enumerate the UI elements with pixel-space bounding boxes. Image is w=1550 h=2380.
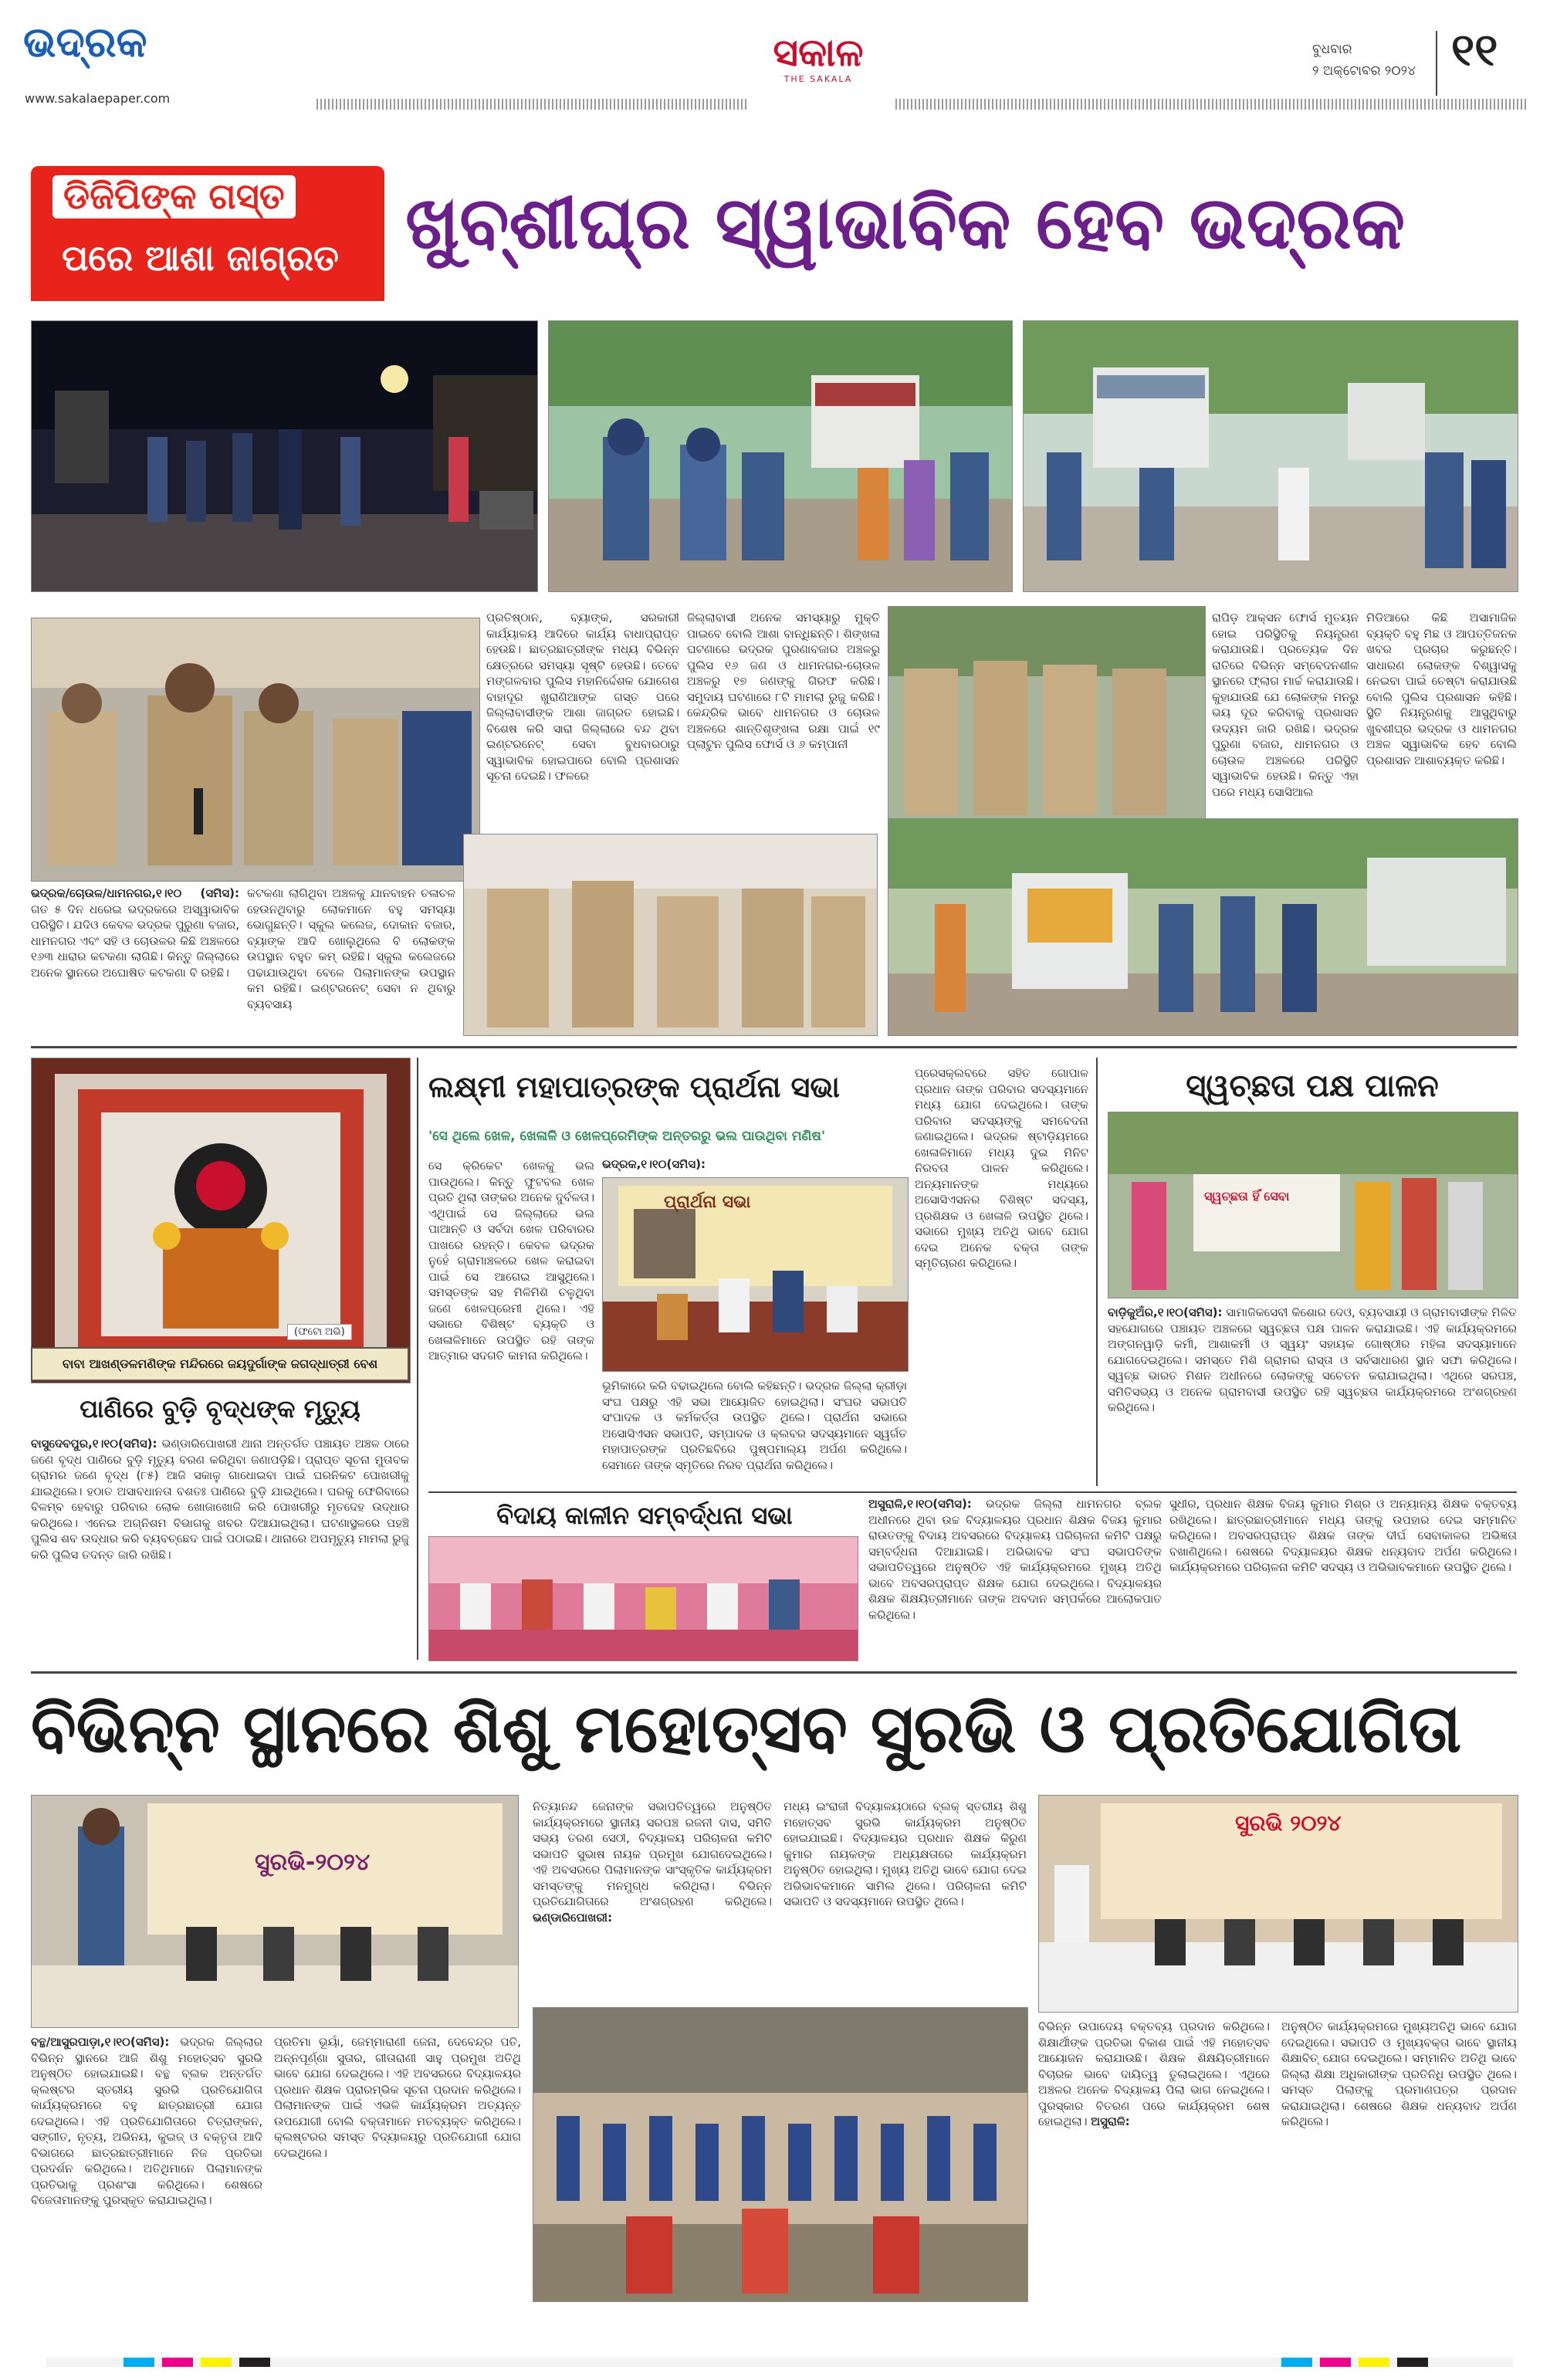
paper-logo-sub: THE SAKALA	[783, 74, 853, 84]
cleanliness-dateline: ବାଡ଼ିକୁଅଁର,୧।୧୦(ସମିସ):	[1108, 1305, 1223, 1319]
lead-kicker-line2: ପରେ ଆଶା ଜାଗ୍ରତ	[62, 237, 339, 279]
temple-photo-label: (ଫଟୋ ଅଭି)	[287, 1324, 352, 1340]
festival-subdateline-2: ଅସୁରାଳି:	[1091, 2114, 1130, 2128]
cleanliness-headline: ସ୍ୱଚ୍ଛତା ପକ୍ଷ ପାଳନ	[1186, 1068, 1439, 1104]
festival-col-5-text: ବିଭିନ୍ନ ଉପାଦେୟ ବକ୍ତବ୍ୟ ପ୍ରଦାନ କରିଥିଲେ। ଶିକ୍ଷାର୍ଥୀଙ୍କ ପ୍ରତିଭା ବିକାଶ ପାଇଁ ଏହି ମହୋତ୍ସବ ଆୟୋଜନ କରାଯାଉଛି। ଶିକ୍ଷକ ଶିକ୍ଷୟିତ୍ରୀମାନେ ବିଚାରକ ଭାବେ ଦାୟିତ୍ୱ ତୁଲାଇଥିଲେ। ଏଥିରେ ଅଞ୍ଚଳର ଅନେକ ବିଦ୍ୟାଳୟ ପିଲା ଭାଗ ନେଇଥିଲେ। ପୁରସ୍କାର ବିତରଣ ପରେ କାର୍ଯ୍ୟକ୍ରମ ଶେଷ ହୋଇଥିଲା।	[1038, 2019, 1270, 2128]
prayer-dateline: ଭଦ୍ରକ,୧।୧୦(ସମିସ):	[602, 1157, 706, 1171]
lead-col-6-text: ମିଡିଆରେ କିଛି ଅସାମାଜିକ ବ୍ୟକ୍ତି ବହୁ ମିଛ ଓ ଆପତ୍ତିଜନକ ଖବର ପ୍ରଚାର କରୁଛନ୍ତି। ସାଧାରଣ ଲୋକଙ୍କ ବିଶ୍ୱାସକୁ ନେଇବା ପାଇଁ ଚେଷ୍ଟା କରାଯାଉଛି ବୋଲି ପୁଲିସ ପ୍ରଶାସନ କହିଛି। ସ୍ଥିତି ନିୟନ୍ତ୍ରଣକୁ ଆସୁଥିବାରୁ ଖୁବଶୀଘ୍ର ଭଦ୍ରକ ଓ ଧାମନଗର ଅଞ୍ଚଳ ସ୍ୱାଭାବିକ ହେବ ବୋଲି ପ୍ରଶାସନ ଆଶାବ୍ୟକ୍ତ କରିଛି।	[1366, 611, 1517, 767]
festival-dateline: ବନ୍ଥ/ଆସୁରପାଡ଼ା,୧।୧୦(ସମିସ):	[31, 2035, 170, 2049]
prayer-col-2	[602, 1378, 907, 1486]
death-headline: ପାଣିରେ ବୁଡ଼ି ବୃଦ୍ଧଙ୍କ ମୃତ୍ୟୁ	[80, 1394, 360, 1424]
prayer-meeting-photo	[602, 1177, 909, 1372]
temple-photo-caption: ବାବା ଆଖଣ୍ଡଳମଣିଙ୍କ ମନ୍ଦିରରେ ଜୟଦୁର୍ଗାଙ୍କ ଜଗଦ୍ଧାତ୍ରୀ ବେଶ	[31, 1347, 409, 1381]
lead-photo-night-patrol	[31, 320, 538, 592]
death-dateline: ବାସୁଦେବପୁର,୧।୧୦(ସମିସ):	[31, 1437, 157, 1451]
festival-photo-left	[31, 1795, 519, 2028]
masthead-hatch-right	[895, 99, 1528, 110]
festival-photo-center	[533, 2007, 1028, 2302]
farewell-col-2	[1169, 1496, 1517, 1660]
festival-col-4-text: ମଧ୍ୟ ଇଂରାଜୀ ବିଦ୍ୟାଳୟଠାରେ ବ୍ଲକ୍ ସ୍ତରୀୟ ଶିଶୁ ମହୋତ୍ସବ ସୁରଭି କାର୍ଯ୍ୟକ୍ରମ ଅନୁଷ୍ଠିତ ହୋଇଯାଇଛି। ବିଦ୍ୟାଳୟର ପ୍ରଧାନ ଶିକ୍ଷକ କିରୁଣ କୁମାର ନାୟକଙ୍କ ଅଧ୍ୟକ୍ଷତାରେ କାର୍ଯ୍ୟକ୍ରମ ଅନୁଷ୍ଠିତ ହୋଇଥିଲା। ମୁଖ୍ୟ ଅତିଥି ଭାବେ ଯୋଗ ଦେଇ ଅଭିଭାବକମାନେ ସାମିଲ ଥିଲେ। ପରିଚାଳନା କମିଟି ସଭାପତି ଓ ସଦସ୍ୟମାନେ ଉପସ୍ଥିତ ଥିଲେ।	[783, 1799, 1027, 1908]
festival-col-1-text: ଭଦ୍ରକ ଜିଲ୍ଲାର ବିଭିନ୍ନ ସ୍ଥାନରେ ଆଜି ଶିଶୁ ମହୋତ୍ସବ ସୁରଭି ଅନୁଷ୍ଠିତ ହୋଇଯାଇଛି। ବନ୍ଥ ବ୍ଲକ ଅନ୍ତର୍ଗତ କ୍ଲଷ୍ଟର ସ୍ତରୀୟ ସୁରଭି ପ୍ରତିଯୋଗିତା କାର୍ଯ୍ୟକ୍ରମରେ ବହୁ ଛାତ୍ରଛାତ୍ରୀ ଯୋଗ ଦେଇଥିଲେ। ଏହି ପ୍ରତିଯୋଗିତାରେ ଚିତ୍ରାଙ୍କନ, ସଙ୍ଗୀତ, ନୃତ୍ୟ, ଅଭିନୟ, କୁଇଜ୍ ଓ ବକ୍ତୃତା ଆଦି ବିଭାଗରେ ଛାତ୍ରଛାତ୍ରୀମାନେ ନିଜ ପ୍ରତିଭା ପ୍ରଦର୍ଶନ କରିଥିଲେ। ଅତିଥିମାନେ ପିଲାମାନଙ୍କ ପ୍ରତିଭାକୁ ପ୍ରଶଂସା କରିଥିଲେ। ଶେଷରେ ବିଜେତାମାନଙ୍କୁ ପୁରସ୍କୃତ କରାଯାଇଥିଲା।	[31, 2035, 262, 2207]
festival-col-4	[783, 1799, 1027, 1999]
lead-col-4	[687, 610, 880, 826]
cleanliness-body-text: ସାମାଜିକସେବୀ କିଶୋର ଦେଓ, ବ୍ୟବସାୟୀ ଓ ଗ୍ରାମବାସୀଙ୍କ ମିଳିତ ସହଯୋଗରେ ପଞ୍ଚାୟତ ଅଞ୍ଚଳରେ ସ୍ୱଚ୍ଛତା ପକ୍ଷ ପାଳନ କରାଯାଇଛି। ଏହି କାର୍ଯ୍ୟକ୍ରମରେ ଅଙ୍ଗନୱାଡ଼ି କର୍ମୀ, ଆଶାକର୍ମୀ ଓ ସ୍ୱୟଂ ସହାୟକ ଗୋଷ୍ଠୀର ମହିଳା ସଦସ୍ୟାମାନେ ଯୋଗଦେଇଥିଲେ। ସମସ୍ତେ ମିଶି ଗ୍ରାମର ରାସ୍ତା ଓ ସର୍ବସାଧାରଣ ସ୍ଥାନ ସଫା କରିଥିଲେ। ସ୍ୱଚ୍ଛ ଭାରତ ମିଶନ ଅଧୀନରେ ଲୋକଙ୍କୁ ସଚେତନ କରାଯାଇଥିଲା। ଏଥିରେ ସରପଞ୍ଚ, ସମିତିସଭ୍ୟ ଓ ଅନେକ ଗ୍ରାମବାସୀ ଉପସ୍ଥିତ ରହି ସ୍ୱଚ୍ଛତା କାର୍ଯ୍ୟକ୍ରମରେ ଅଂଶଗ୍ରହଣ କରିଥିଲେ।	[1108, 1305, 1517, 1414]
day: ବୁଧବାର	[1312, 42, 1352, 57]
lead-photo-rapid-action-force	[548, 320, 1013, 592]
farewell-col-1	[868, 1496, 1162, 1660]
cleanliness-body	[1108, 1305, 1517, 1486]
prayer-col-2-text: ଭୂମିକାରେ କରି ବଢାଇଥିଲେ ବୋଲି କହିଛନ୍ତି। ଭଦ୍ରକ ଜିଲ୍ଲା କ୍ରୀଡ଼ା ସଂଘ ପକ୍ଷରୁ ଏହି ସଭା ଆୟୋଜିତ ହୋଇଥିଲା। ସଂଘର ସଭାପତି ସଂପାଦକ ଓ କର୍ମକର୍ତ୍ତା ଉପସ୍ଥିତ ଥିଲେ। ପ୍ରାର୍ଥନା ସଭାରେ ଅସୋସିଏସନ ସଭାପତି, ସମ୍ପାଦକ ଓ କ୍ଲବର ସଦସ୍ୟମାନେ ସ୍ୱର୍ଗତ ମହାପାତ୍ରଙ୍କ ପ୍ରତିଛବିରେ ପୁଷ୍ପମାଲ୍ୟ ଅର୍ପଣ କରିଥିଲେ। ସେମାନେ ତାଙ୍କ ସ୍ମୃତିରେ ନିରବ ପ୍ରାର୍ଥନା କରିଥିଲେ।	[602, 1379, 907, 1472]
prayer-col-3-text: ପ୍ରେସକ୍ଲବରେ ସହିତ ଗୋପାଳ ପ୍ରଧାନ ତାଙ୍କ ପରିବାର ସଦସ୍ୟମାନେ ମଧ୍ୟ ଯୋଗ ଦେଇଥିଲେ। ତାଙ୍କ ପରିବାର ସଦସ୍ୟଙ୍କୁ ସମବେଦନା ଜଣାଇଥିଲେ। ଭଦ୍ରକ ଷ୍ଟାଡ଼ିୟମରେ ଖେଳାଳିମାନେ ମଧ୍ୟ ଦୁଇ ମିନିଟ ନିରବତା ପାଳନ କରିଥିଲେ। ଅନ୍ୟମାନଙ୍କ ମଧ୍ୟରେ ଅସୋସିଏସନର ବିଶିଷ୍ଟ ସଦସ୍ୟ, ପ୍ରଶିକ୍ଷକ ଓ ଖେଳାଳି ଉପସ୍ଥିତ ଥିଲେ। ସଭାରେ ମୁଖ୍ୟ ଅତିଥି ଭାବେ ଯୋଗ ଦେଇ ଅନେକ ବକ୍ତା ତାଙ୍କ ସ୍ମୃତିଚାରଣ କରିଥିଲେ।	[915, 1066, 1088, 1270]
farewell-top-rule	[428, 1491, 1517, 1493]
prayer-headline: ଲକ୍ଷ୍ମୀ ମହାପାତ୍ରଙ୍କ ପ୍ରାର୍ଥନା ସଭା	[428, 1070, 840, 1104]
lead-photo-dgp-press-meet	[31, 618, 480, 882]
cleanliness-photo	[1108, 1112, 1518, 1298]
lead-col-3-text: ପ୍ରତିଷ୍ଠାନ, ବ୍ୟାଙ୍କ, ସରକାରୀ କାର୍ଯ୍ୟାଳୟ ଆଦିରେ କାର୍ଯ୍ୟ ବାଧାପ୍ରାପ୍ତ ହେଉଛି। ଛାତ୍ରଛାତ୍ରୀଙ୍କ ମଧ୍ୟ ବିଭିନ୍ନ କ୍ଷେତ୍ରରେ ସମସ୍ୟା ସୃଷ୍ଟି ହେଉଛି। ତେବେ ମଙ୍ଗଳବାର ପୁଲିସ ମହାନିର୍ଦ୍ଦେଶକ ଯୋଗେଶ ବାହାଦୂର ଖୁରାଣିଆଙ୍କ ଗସ୍ତ ପରେ ଜିଲ୍ଲାବାସୀଙ୍କ ଆଶା ଜାଗ୍ରତ ହୋଇଛି। ବିଶେଷ କରି ସାରା ଜିଲ୍ଲାରେ ବନ୍ଦ ଥିବା ଇଣ୍ଟରନେଟ୍ ସେବା ବୁଧବାରଠାରୁ ସ୍ୱାଭାବିକ ହୋଇପାରେ ବୋଲି ପ୍ରଶାସନ ସୂଚନା ଦେଇଛି। ଫଳରେ	[486, 611, 679, 783]
death-body	[31, 1436, 409, 1660]
prayer-col-3	[915, 1065, 1088, 1486]
column-divider-2	[1096, 1058, 1098, 1486]
festival-banner-right: ସୁରଭି ୨୦୨୪	[1235, 1810, 1342, 1836]
lead-col-1-text: ଗତ ୫ ଦିନ ଧରେଇ ଭଦ୍ରକରେ ଅସ୍ୱାଭାବିକ ପରିସ୍ଥିତି। ଯଦିଓ କେବଳ ଭଦ୍ରକ ପୁରୁଣା ବଜାର, ଧାମନଗର ଏବଂ ସହି ଓ ଚୋଉଳର କିଛି ଅଞ୍ଚଳରେ ୧୬୩ ଧାରାର କଟକଣା ଲାଗିଛି। କିନ୍ତୁ ଜିଲ୍ଲାରେ ଅନେକ ସ୍ଥାନରେ ଅଘୋଷିତ କଟକଣା ବି ରହିଛି।	[31, 902, 239, 980]
festival-col-6	[1281, 2019, 1517, 2300]
farewell-col-1-text: ଭଦ୍ରକ ଜିଲ୍ଲା ଧାମନଗର ବ୍ଲକ ଅଧୀନରେ ଥିବା ଉଚ୍ଚ ବିଦ୍ୟାଳୟର ପ୍ରଧାନ ଶିକ୍ଷକ ବିଜୟ କୁମାର ରାଉତଙ୍କୁ ବିଦାୟ ଅବସରରେ ବିଦ୍ୟାଳୟ ପରିଚାଳନା କମିଟି ପକ୍ଷରୁ ସମ୍ବର୍ଦ୍ଧନା ଦିଆଯାଇଛି। ଅଭିଭାବକ ସଂଘ ସଭାପତିଙ୍କ ସଭାପତିତ୍ୱରେ ଅନୁଷ୍ଠିତ ଏହି କାର୍ଯ୍ୟକ୍ରମରେ ମୁଖ୍ୟ ଅତିଥି ଭାବେ ଅବସରପ୍ରାପ୍ତ ଶିକ୍ଷକ ଯୋଗ ଦେଇଥିଲେ। ବିଦ୍ୟାଳୟର ଶିକ୍ଷକ ଶିକ୍ଷୟିତ୍ରୀମାନେ ତାଙ୍କ ଅବଦାନ ସମ୍ପର୍କରେ ଆଲୋକପାତ କରିଥିଲେ।	[868, 1497, 1162, 1622]
prayer-col-1	[428, 1158, 594, 1397]
lead-kicker-panel	[31, 166, 384, 301]
prayer-subhead: 'ସେ ଥିଲେ ଖେଳ, ଖେଳାଳି ଓ ଖେଳପ୍ରେମିଙ୍କ ଅନ୍ତରରୁ ଭଲ ପାଉଥିବା ମଣିଷ'	[428, 1123, 903, 1149]
festival-banner-left: ସୁରଭି-୨୦୨୪	[255, 1849, 371, 1876]
lead-col-6	[1366, 610, 1517, 811]
lead-col-1	[31, 885, 239, 1036]
section-divider-1	[31, 1046, 1517, 1048]
festival-col-6-text: ଅନୁଷ୍ଠିତ କାର୍ଯ୍ୟକ୍ରମରେ ମୁଖ୍ୟଅତିଥି ଭାବେ ଯୋଗ ଦେଇଥିଲେ। ସଭାପତି ଓ ମୁଖ୍ୟବକ୍ତା ଭାବେ ସ୍ଥାନୀୟ ଶିକ୍ଷାବିତ୍ ଯୋଗ ଦେଇଥିଲେ। ସମ୍ମାନିତ ଅତିଥି ଭାବେ ଜିଲ୍ଲା ଶିକ୍ଷା ଅଧିକାରୀଙ୍କ ପ୍ରତିନିଧି ଉପସ୍ଥିତ ଥିଲେ। ସମସ୍ତ ପିଲାଙ୍କୁ ପ୍ରମାଣପତ୍ର ପ୍ରଦାନ କରାଯାଇଥିଲା। ଶେଷରେ ଶିକ୍ଷକ ଧନ୍ୟବାଦ ଅର୍ପଣ କରିଥିଲେ।	[1281, 2019, 1517, 2128]
festival-col-3-text: ନିତ୍ୟାନନ୍ଦ ଜେନାଙ୍କ ସଭାପତିତ୍ୱରେ ଅନୁଷ୍ଠିତ କାର୍ଯ୍ୟକ୍ରମରେ ସ୍ଥାନୀୟ ସରପଞ୍ଚ ରଜନୀ ଦାସ, ସମିତି ସଭ୍ୟ ତରଣ ସେଠୀ, ବିଦ୍ୟାଳୟ ପରିଚାଳନା କମିଟି ସଭାପତି ସୁଭାଷ ନାୟକ ପ୍ରମୁଖ ଯୋଗଦେଇଥିଲେ। ଏହି ଅବସରରେ ପିଲାମାନଙ୍କ ସାଂସ୍କୃତିକ କାର୍ଯ୍ୟକ୍ରମ ସମସ୍ତଙ୍କୁ ମନମୁଗ୍ଧ କରିଥିଲା। ବିଭିନ୍ନ ପ୍ରତିଯୋଗିତାରେ ଅଂଶଗ୍ରହଣ କରିଥିଲେ।	[533, 1799, 772, 1908]
section-divider-2	[31, 1671, 1517, 1674]
farewell-dateline: ଅସୁରାଳି,୧।୧୦(ସମିସ):	[868, 1497, 972, 1511]
prayer-dateline-block	[602, 1156, 780, 1175]
festival-col-5	[1038, 2019, 1270, 2300]
lead-col-2-text: କଟକଣା ଲାଗିଥିବା ଅଞ୍ଚଳକୁ ଯାନବାହନ ଚଳାଚଳ ହେଉନଥିବାରୁ ଲୋକମାନେ ବହୁ ସମସ୍ୟା ଭୋଗୁଛନ୍ତି। ସ୍କୁଲ କଲେଜ, ଦୋକାନ ବଜାର, ବ୍ୟାଙ୍କ ଆଦି ଖୋଲୁଥିଲେ ବି ଲୋକଙ୍କ ଉପସ୍ଥାନ ବହୁତ କମ୍ ରହିଛି। ସ୍କୁଲ କଲେଜରେ ପଢାଯାଉଥିବା ବେଳେ ପିଲାମାନଙ୍କ ଉପସ୍ଥାନ କମ ରହିଛି। ଇଣ୍ଟରନେଟ୍ ସେବା ନ ଥିବାରୁ ବ୍ୟବସାୟ	[247, 886, 455, 1011]
lead-photo-officer-group	[888, 606, 1206, 824]
festival-subdateline: ଭଣ୍ଡାରିପୋଖରୀ:	[533, 1910, 613, 1925]
prayer-col-1-text: ସେ କ୍ରିକେଟ ଖେଳକୁ ଭଲ ପାଉଥିଲେ। କିନ୍ତୁ ଫୁଟବଲ ଖେଳ ପ୍ରତି ଥିଲା ତାଙ୍କର ଅନେକ ଦୁର୍ବଳତା। ଏଥିପାଇଁ ସେ ଜିଲ୍ଲାରେ ଭଲ ପାଆନ୍ତି ଓ ସର୍ବଦା ଖେଳ ପରିବାରର ପାଖରେ ରହନ୍ତି। କେବଳ ଭଦ୍ରକ ନୁହେଁ ଗ୍ରାମାଞ୍ଚଳରେ ଖେଳ କରାଇବା ପାଇଁ ସେ ଆଗେଇ ଆସୁଥିଲେ। ସମସ୍ତଙ୍କ ସହ ମିଳିମିଶି ଚଳୁଥିବା ଜଣେ ଖେଳପ୍ରେମୀ ଥିଲେ। ଏହି ସଭାରେ ବିଶିଷ୍ଟ ବ୍ୟକ୍ତି ଓ ଖେଳାଳିମାନେ ଉପସ୍ଥିତ ରହି ତାଙ୍କ ଆତ୍ମାର ସଦଗତି କାମନା କରିଥିଲେ।	[428, 1159, 594, 1363]
page-number: ୧୧	[1451, 23, 1498, 76]
date: ୨ ଅକ୍ଟୋବର ୨୦୨୪	[1312, 63, 1416, 79]
paper-logo	[753, 31, 884, 84]
lead-photo-vehicle-checking	[888, 818, 1518, 1036]
lead-col-2	[247, 885, 455, 1036]
festival-col-1	[31, 2034, 262, 2300]
lead-col-5-text: ରାପିଡ଼ ଆକ୍ସନ ଫୋର୍ସ ମୁତୟନ ହୋଇ ପରିସ୍ଥିତିକୁ ନିୟନ୍ତ୍ରଣ କରାଯାଉଛି। ପ୍ରତ୍ୟେକ ଦିନ ରାତିରେ ବିଭିନ୍ନ ସମ୍ବେଦନଶୀଳ ସ୍ଥାନରେ ଫ୍ଲାଗ ମାର୍ଚ୍ଚ କରାଯାଉଛି। କୁହାଯାଉଛି ଯେ ଲୋକଙ୍କ ମନରୁ ଭୟ ଦୂର କରିବାକୁ ପ୍ରଶାସନ ଉଦ୍ୟମ ଜାରି ରଖିଛି। ଭଦ୍ରକ ପୁରୁଣା ବଜାର, ଧାମନଗର ଓ ଚୋଉଳ ଅଞ୍ଚଳରେ ପରିସ୍ଥିତି ସ୍ୱାଭାବିକ ହେଉଛି। କିନ୍ତୁ ଏହା ପରେ ମଧ୍ୟ ସୋସିଆଲ	[1212, 611, 1359, 799]
print-registration-bar	[46, 2355, 1513, 2370]
temple-photo	[31, 1058, 411, 1383]
lead-col-5	[1212, 610, 1359, 811]
farewell-col-2-text: ସୁଧୀର, ପ୍ରଧାନ ଶିକ୍ଷକ ବିଜୟ କୁମାର ମିଶ୍ର ଓ ଅନ୍ୟାନ୍ୟ ଶିକ୍ଷକ ବକ୍ତବ୍ୟ ରଖିଥିଲେ। ଛାତ୍ରଛାତ୍ରୀମାନେ ମଧ୍ୟ ତାଙ୍କୁ ଉପହାର ଦେଇ ସମ୍ମାନିତ କରିଥିଲେ। ଅବସରପ୍ରାପ୍ତ ଶିକ୍ଷକ ତାଙ୍କ ଦୀର୍ଘ ସେବାକାଳର ଅଭିଜ୍ଞତା ବଖାଣିଥିଲେ। ଶେଷରେ ବିଦ୍ୟାଳୟର ଶିକ୍ଷକ ଧନ୍ୟବାଦ ଅର୍ପଣ କରିଥିଲେ। କାର୍ଯ୍ୟକ୍ରମରେ ପରିଚାଳନା କମିଟି ସଦସ୍ୟ ଓ ଅଭିଭାବକମାନେ ଉପସ୍ଥିତ ଥିଲେ।	[1169, 1497, 1517, 1574]
cleanliness-banner-text: ସ୍ୱଚ୍ଛତା ହିଁ ସେବା	[1204, 1189, 1290, 1204]
lead-headline: ଖୁବ୍‌ଶୀଘ୍ର ସ୍ୱାଭାବିକ ହେବ ଭଦ୍ରକ	[405, 181, 1406, 266]
festival-headline: ବିଭିନ୍ନ ସ୍ଥାନରେ ଶିଶୁ ମହୋତ୍ସବ ସୁରଭି ଓ ପ୍ରତିଯୋଗିତା	[31, 1691, 1462, 1768]
section-title: ଭଦ୍ରକ	[23, 18, 147, 66]
lead-dateline: ଭଦ୍ରକ/ଚୋଉଳ/ଧାମନଗର,୧।୧୦ (ସମିସ):	[31, 886, 239, 900]
prayer-banner-text: ପ୍ରାର୍ଥନା ସଭା	[664, 1193, 751, 1212]
lead-col-4-text: ଜିଲ୍ଲାବାସୀ ଅନେକ ସମସ୍ୟାରୁ ମୁକ୍ତି ପାଇବେ ବୋଲି ଆଶା ବାନ୍ଧିଛନ୍ତି। ଶିଙ୍ଖଳା ଘଟଣାରେ ଭଦ୍ରକ ପୁରଣାବଜାର ଅଞ୍ଚଳରୁ ପୁଲିସ ୧୬ ଜଣ ଓ ଧାମନଗର-ଚୋଉଳ ଅଞ୍ଚଳରୁ ୧୭ ଜଣଙ୍କୁ ଗିରଫ କରିଛି। ସମୁଦାୟ ଘଟଣାରେ ୮ଟି ମାମଲା ରୁଜୁ କରିଛି। କେନ୍ଦ୍ରିକ ଭାବେ ଧାମନଗର ଓ ଚୋଉଳ ଅଞ୍ଚଳରେ ଶାନ୍ତିଶୃଙ୍ଖଳା ରକ୍ଷା ପାଇଁ ୧୯ ପ୍ଲାଟୁନ ପୁଲିସ ଫୋର୍ସ ଓ ୬ କମ୍ପାନୀ	[687, 611, 880, 751]
lead-photo-police-officers	[463, 834, 878, 1036]
masthead-divider	[1436, 31, 1437, 96]
death-body-text: ଭଣ୍ଡାରିପୋଖରୀ ଥାନା ଅନ୍ତର୍ଗତ ପଞ୍ଚାୟତ ଅଞ୍ଚଳ ଠାରେ ଜଣେ ବୃଦ୍ଧ ପାଣିରେ ବୁଡ଼ି ମୃତ୍ୟୁ ବରଣ କରିଥିବା ଜଣାପଡ଼ିଛି। ପ୍ରାପ୍ତ ସୂଚନା ମୁତାବକ ଗ୍ରାମର ଜଣେ ବୃଦ୍ଧ (୮୫) ଆଜି ସକାଳୁ ଗାଧୋଇବା ପାଇଁ ଘରନିକଟ ପୋଖରୀକୁ ଯାଇଥିଲେ। ହଠାତ ଅସାବଧାନତା ବଶତଃ ପାଣିରେ ବୁଡ଼ି ଯାଇଥିଲେ। ଘରକୁ ଫେରିବାରେ ବିଳମ୍ବ ହେବାରୁ ପରିବାର ଲୋକ ଖୋଜାଖୋଜି କରି ପୋଖରୀରୁ ମୃତଦେହ ଉଦ୍ଧାର କରିଥିଲେ। ଏନେଇ ଅଗ୍ନିଶମ ବିଭାଗକୁ ଖବର ଦିଆଯାଇଥିଲା। ଘଟଣାସ୍ଥଳରେ ପହଞ୍ଚି ପୁଲିସ ଶବ ଉଦ୍ଧାର କରି ବ୍ୟବଚ୍ଛେଦ ପାଇଁ ପଠାଇଛି। ଥାନାରେ ଅପମୃତ୍ୟୁ ମାମଲା ରୁଜୁ କରି ପୁଲିସ ତଦନ୍ତ ଜାରି ରଖିଛି।	[31, 1437, 409, 1562]
festival-col-2-text: ପ୍ରତିମା ଭୂୟାଁ, ଜେମ୍ମାରାଣୀ ଜେନା, ଦେବେନ୍ଦ୍ର ପତି, ଅନ୍ନପୂର୍ଣ୍ଣା ସୁତାର, ଗୀତାରାଣୀ ସାହୁ ପ୍ରମୁଖ ଅତିଥି ଭାବେ ଯୋଗ ଦେଇଥିଲେ। ଏହି ଅବସରରେ ବିଦ୍ୟାଳୟର ପ୍ରଧାନ ଶିକ୍ଷକ ପ୍ରାରମ୍ଭିକ ସୂଚନା ପ୍ରଦାନ କରିଥିଲେ। ପିଲାମାନଙ୍କ ପାଇଁ ଏଭଳି କାର୍ଯ୍ୟକ୍ରମ ଅତ୍ୟନ୍ତ ଉପଯୋଗୀ ବୋଲି ବକ୍ତାମାନେ ମତବ୍ୟକ୍ତ କରିଥିଲେ। କ୍ଲଷ୍ଟରର ସମସ୍ତ ବିଦ୍ୟାଳୟରୁ ପ୍ରତିଯୋଗୀ ଯୋଗ ଦେଇଥିଲେ।	[274, 2035, 521, 2160]
festival-col-2	[274, 2034, 521, 2300]
farewell-headline: ବିଦାୟ କାଳୀନ ସମ୍ବର୍ଦ୍ଧନା ସଭା	[496, 1501, 793, 1530]
lead-kicker-line1: ଡିଜିପିଙ୍କ ଗସ୍ତ	[52, 175, 296, 218]
column-divider-1	[417, 1058, 418, 1660]
lead-photo-police-vehicles	[1023, 320, 1518, 592]
lead-col-3	[486, 610, 679, 826]
farewell-photo	[428, 1536, 858, 1661]
masthead-hatch-left	[316, 99, 749, 110]
festival-col-3	[533, 1799, 772, 1999]
website-url[interactable]: www.sakalaepaper.com	[25, 91, 171, 106]
paper-logo-text: ସକାଳ	[773, 30, 864, 75]
